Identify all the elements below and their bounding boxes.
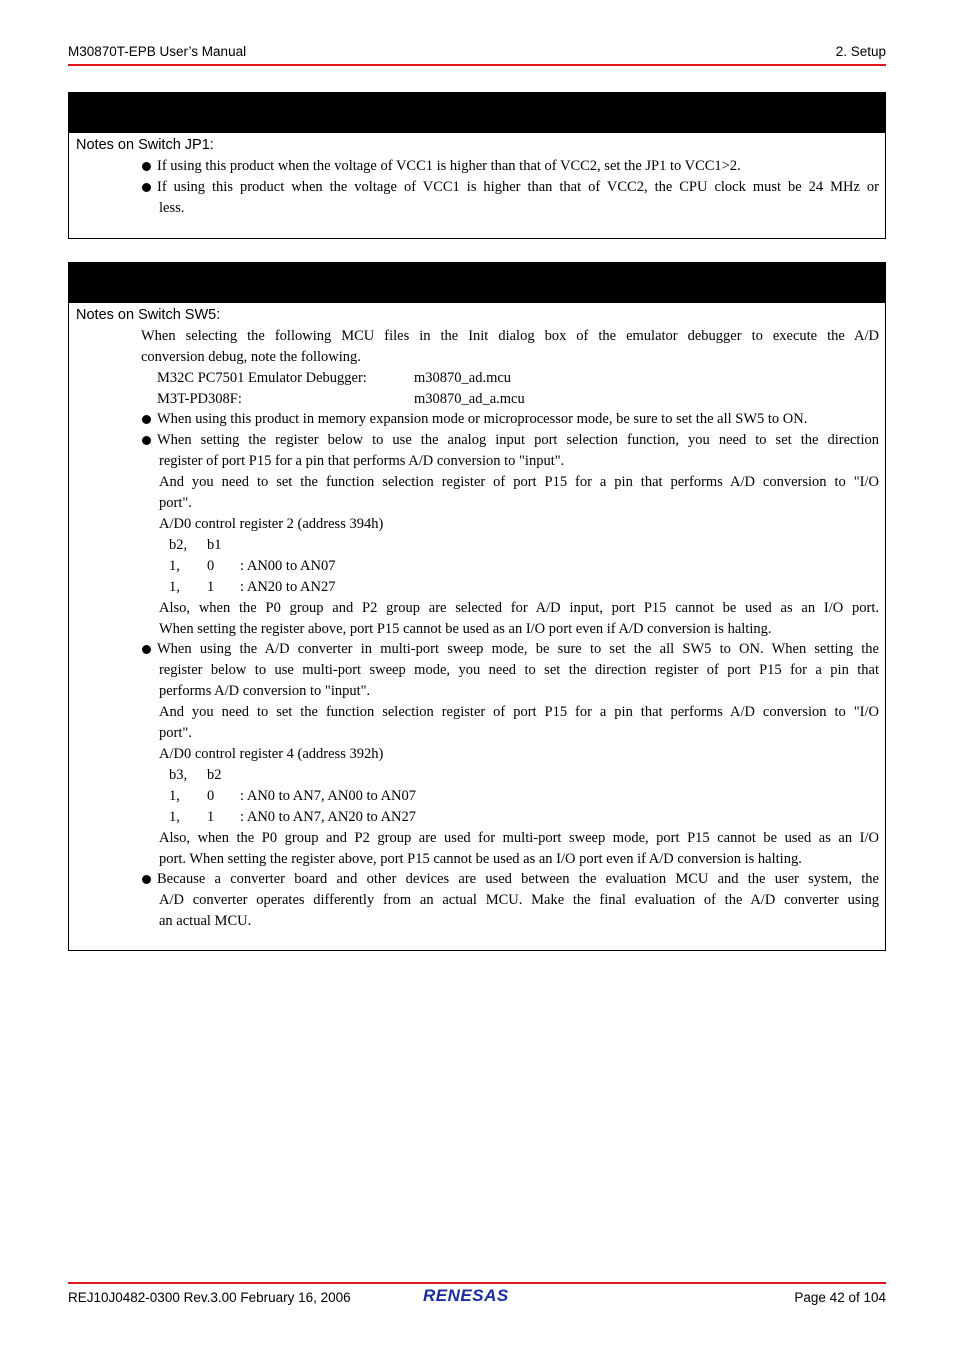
sw5-bullet-3-line-2: register below to use multi-port sweep mode, you need to set the direction register of port P15 for a pin that (159, 662, 879, 678)
bullet-icon (142, 645, 151, 654)
sw5-bullet-3-line-7: port. When setting the register above, port P15 cannot be used as an I/O port even if A/D conversion is halting. (159, 851, 802, 867)
sw5-bullet-4-line-1: Because a converter board and other devices are used between the evaluation MCU and the user system, the (157, 871, 879, 887)
bit-value: 0 (207, 788, 215, 804)
bit-description: : AN0 to AN7, AN00 to AN07 (240, 788, 417, 804)
sw5-bullet-3-line-5: port". (159, 725, 192, 741)
sw5-bullet-2-line-3: And you need to set the function selection register of port P15 for a pin that performs A/D conversion to "I/O (159, 474, 879, 490)
jp1-bullet-1: If using this product when the voltage of VCC1 is higher than that of VCC2, set the JP1 to VCC1>2. (157, 158, 741, 174)
jp1-bullet-2-line-1: If using this product when the voltage of VCC1 is higher than that of VCC2, the CPU clock must be 24 MHz or (157, 179, 879, 195)
notes-jp1-box (68, 92, 886, 239)
mcu-file-name: m30870_ad.mcu (414, 370, 512, 386)
page-number: Page 42 of 104 (794, 1290, 886, 1305)
mcu-file-name: m30870_ad_a.mcu (414, 391, 525, 407)
notes-jp1-title-bar (69, 93, 885, 133)
bit-value: 1, (169, 579, 180, 595)
bullet-icon (142, 436, 151, 445)
document-id: REJ10J0482-0300 Rev.3.00 February 16, 2006 (68, 1290, 351, 1305)
bit-header: b2 (207, 767, 222, 783)
bit-description: : AN0 to AN7, AN20 to AN27 (240, 809, 417, 825)
sw5-bullet-2-line-1: When setting the register below to use the analog input port selection function, you need to set the direction (157, 432, 879, 448)
bit-value: 1, (169, 788, 180, 804)
header-rule (68, 64, 886, 66)
bit-value: 1 (207, 579, 215, 595)
manual-title: M30870T-EPB User’s Manual (68, 44, 247, 59)
register-name: A/D0 control register 2 (address 394h) (159, 516, 384, 532)
sw5-bullet-3-line-3: performs A/D conversion to "input". (159, 683, 371, 699)
bit-description: : AN20 to AN27 (240, 579, 336, 595)
jp1-bullet-2-line-2: less. (159, 200, 185, 216)
sw5-bullet-1: When using this product in memory expansion mode or microprocessor mode, be sure to set the all SW5 to ON. (157, 411, 808, 427)
section-title: 2. Setup (835, 44, 886, 59)
logo-text: RENESAS (423, 1286, 509, 1305)
bit-header: b3, (169, 767, 188, 783)
sw5-bullet-3-line-4: And you need to set the function selection register of port P15 for a pin that performs A/D conversion to "I/O (159, 704, 879, 720)
bit-value: 1 (207, 809, 215, 825)
bit-header: b2, (169, 537, 188, 553)
mcu-file-debugger: M32C PC7501 Emulator Debugger: (157, 370, 367, 386)
notes-sw5-title-bar (69, 263, 885, 303)
footer-rule (68, 1282, 886, 1284)
sw5-bullet-2-line-2: register of port P15 for a pin that performs A/D conversion to "input". (159, 453, 565, 469)
bit-value: 1, (169, 558, 180, 574)
bullet-icon (142, 162, 151, 171)
sw5-bullet-3-line-6: Also, when the P0 group and P2 group are used for multi-port sweep mode, port P15 cannot be used as an I/O (159, 830, 879, 846)
notes-jp1-heading: Notes on Switch JP1: (76, 137, 214, 153)
sw5-bullet-4-line-2: A/D converter operates differently from an actual MCU. Make the final evaluation of the A/D converter using (159, 892, 879, 908)
sw5-intro-line-1: When selecting the following MCU files in the Init dialog box of the emulator debugger to execute the A/D (141, 328, 879, 344)
page-header (68, 44, 886, 64)
bullet-icon (142, 183, 151, 192)
notes-sw5-box (68, 262, 886, 951)
bit-value: 0 (207, 558, 215, 574)
sw5-bullet-4-line-3: an actual MCU. (159, 913, 252, 929)
sw5-bullet-3-line-1: When using the A/D converter in multi-port sweep mode, be sure to set the all SW5 to ON. When setting the (157, 641, 879, 657)
register-name: A/D0 control register 4 (address 392h) (159, 746, 384, 762)
notes-sw5-heading: Notes on Switch SW5: (76, 307, 221, 323)
bit-description: : AN00 to AN07 (240, 558, 336, 574)
bit-value: 1, (169, 809, 180, 825)
bullet-icon (142, 415, 151, 424)
sw5-intro-line-2: conversion debug, note the following. (141, 349, 361, 365)
sw5-bullet-2-line-6: When setting the register above, port P15 cannot be used as an I/O port even if A/D conversion is halting. (159, 621, 772, 637)
bit-header: b1 (207, 537, 222, 553)
mcu-file-debugger: M3T-PD308F: (157, 391, 242, 407)
sw5-bullet-2-line-4: port". (159, 495, 192, 511)
bullet-icon (142, 875, 151, 884)
page-footer (68, 1286, 886, 1310)
renesas-logo (423, 1286, 509, 1310)
sw5-bullet-2-line-5: Also, when the P0 group and P2 group are selected for A/D input, port P15 cannot be used as an I/O port. (159, 600, 879, 616)
